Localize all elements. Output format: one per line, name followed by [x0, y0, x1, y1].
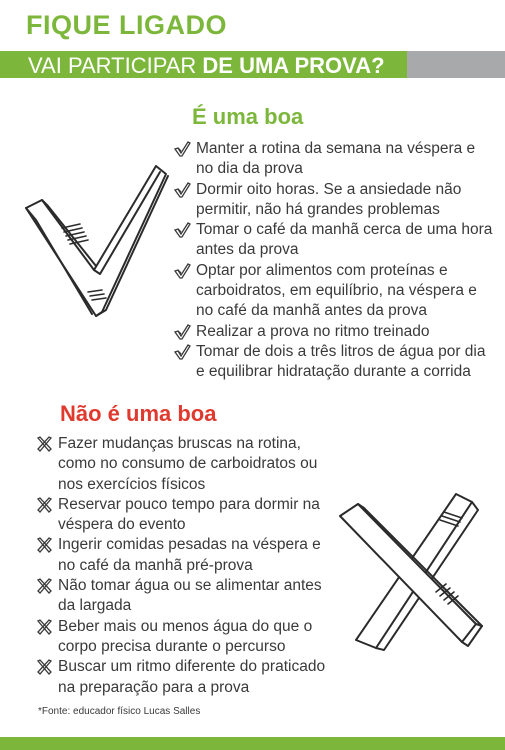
bad-item-text: Ingerir comidas pesadas na véspera e no café da manhã pré-prova [58, 536, 321, 574]
x-mark-icon [36, 537, 53, 553]
good-list-item [174, 342, 494, 383]
good-list-item [174, 261, 494, 322]
good-list [174, 139, 494, 383]
bad-list-item [36, 576, 336, 617]
checkmark-icon [174, 344, 191, 360]
banner-gray-block [407, 51, 505, 78]
title-banner [0, 51, 505, 78]
checkmark-icon [174, 222, 191, 238]
banner-question [28, 53, 385, 79]
good-item-text: Tomar de dois a três litros de água por dia e equilibrar hidratação durante a corrida [196, 342, 486, 381]
bad-item-text: Fazer mudanças bruscas na rotina, como no consumo de carboidratos ou nos exercícios físicos [58, 435, 318, 493]
x-mark-icon [36, 436, 53, 452]
bad-list-item [36, 657, 336, 698]
good-list-item [174, 322, 494, 342]
bad-list-item [36, 495, 336, 536]
bad-list-item [36, 535, 336, 576]
bad-heading: Não é uma boa [60, 401, 217, 426]
source-footnote: *Fonte: educador físico Lucas Salles [38, 706, 201, 717]
banner-text-normal: VAI PARTICIPAR [28, 53, 203, 78]
x-mark-icon [36, 497, 53, 513]
good-item-text: Manter a rotina da semana na véspera e no dia da prova [196, 140, 476, 178]
good-item-text: Realizar a prova no ritmo treinado [196, 322, 430, 340]
checkmark-icon [174, 324, 191, 340]
checkmark-icon [174, 141, 191, 157]
good-list-item [174, 180, 494, 221]
good-item-text: Optar por alimentos com proteínas e carboidratos, em equilíbrio, na véspera e no café da manhã antes da prova [196, 261, 477, 320]
good-heading: É uma boa [192, 104, 304, 129]
good-item-text: Dormir oito horas. Se a ansiedade não permitir, não há grandes problemas [196, 180, 462, 218]
bad-list-item [36, 617, 336, 658]
bad-item-text: Reservar pouco tempo para dormir na véspera do evento [58, 495, 320, 534]
good-list-item [174, 220, 494, 261]
page-title: FIQUE LIGADO [26, 10, 227, 40]
checkmark-icon [174, 182, 191, 198]
banner-text-bold: DE UMA PROVA? [202, 53, 385, 78]
bad-item-text: Buscar um ritmo diferente do praticado na preparação para a prova [58, 658, 326, 696]
bad-item-text: Não tomar água ou se alimentar antes da largada [58, 577, 322, 615]
big-checkmark-icon [22, 162, 172, 322]
x-mark-icon [36, 659, 53, 675]
bottom-bar [0, 737, 505, 750]
checkmark-icon [174, 263, 191, 279]
bad-list-item [36, 434, 336, 495]
good-item-text: Tomar o café da manhã cerca de uma hora antes da prova [196, 221, 493, 259]
x-mark-icon [36, 619, 53, 635]
x-mark-icon [36, 578, 53, 594]
bad-list [36, 434, 336, 698]
good-list-item [174, 139, 494, 180]
bad-item-text: Beber mais ou menos água do que o corpo precisa durante o percurso [58, 617, 313, 655]
big-x-icon [336, 488, 486, 653]
